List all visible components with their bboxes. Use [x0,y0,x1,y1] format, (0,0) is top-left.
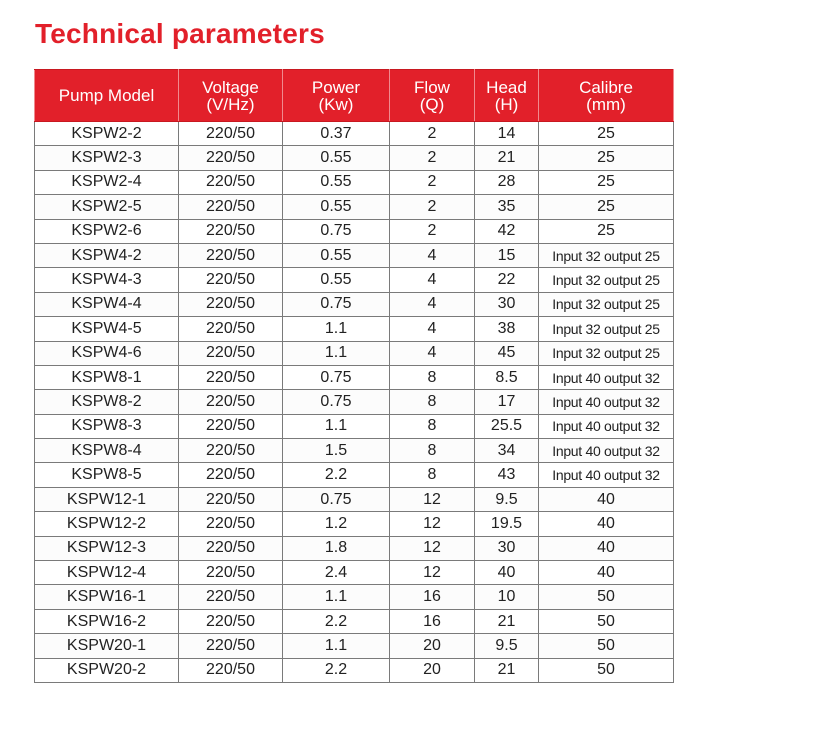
table-row [35,292,674,316]
table-row [35,609,674,633]
cell-calibre: 50 [539,658,674,682]
cell-flow: 2 [390,146,475,170]
cell-power: 1.2 [283,512,390,536]
table-row [35,170,674,194]
cell-head: 45 [475,341,539,365]
cell-power: 2.2 [283,658,390,682]
cell-voltage: 220/50 [179,609,283,633]
cell-calibre: Input 40 output 32 [539,463,674,487]
cell-head: 25.5 [475,414,539,438]
cell-flow: 20 [390,634,475,658]
cell-flow: 8 [390,439,475,463]
cell-calibre: 40 [539,561,674,585]
cell-power: 1.1 [283,634,390,658]
cell-pump-model: KSPW12-1 [35,487,179,511]
table-row [35,365,674,389]
cell-calibre: Input 40 output 32 [539,365,674,389]
cell-power: 1.1 [283,585,390,609]
cell-head: 19.5 [475,512,539,536]
cell-voltage: 220/50 [179,170,283,194]
cell-voltage: 220/50 [179,146,283,170]
cell-head: 28 [475,170,539,194]
cell-pump-model: KSPW2-2 [35,122,179,146]
cell-flow: 2 [390,170,475,194]
header-unit: (mm) [586,94,626,114]
cell-power: 2.2 [283,609,390,633]
cell-flow: 4 [390,317,475,341]
cell-flow: 2 [390,219,475,243]
cell-power: 0.55 [283,146,390,170]
cell-pump-model: KSPW8-4 [35,439,179,463]
cell-pump-model: KSPW8-3 [35,414,179,438]
table-row [35,463,674,487]
cell-voltage: 220/50 [179,463,283,487]
cell-flow: 4 [390,243,475,267]
table-row [35,317,674,341]
cell-pump-model: KSPW4-2 [35,243,179,267]
header-calibre [539,70,674,122]
cell-voltage: 220/50 [179,195,283,219]
cell-pump-model: KSPW8-2 [35,390,179,414]
cell-pump-model: KSPW4-5 [35,317,179,341]
cell-power: 2.2 [283,463,390,487]
cell-flow: 16 [390,585,475,609]
cell-calibre: 25 [539,219,674,243]
table-row [35,122,674,146]
cell-calibre: 25 [539,146,674,170]
cell-head: 9.5 [475,634,539,658]
table-row [35,439,674,463]
cell-voltage: 220/50 [179,634,283,658]
cell-head: 15 [475,243,539,267]
table-row [35,219,674,243]
header-label: Voltage [202,77,259,97]
cell-pump-model: KSPW12-4 [35,561,179,585]
cell-head: 14 [475,122,539,146]
header-voltage [179,70,283,122]
header-label: Flow [414,77,450,97]
cell-flow: 8 [390,390,475,414]
cell-head: 21 [475,146,539,170]
cell-power: 0.75 [283,390,390,414]
cell-flow: 8 [390,365,475,389]
cell-flow: 16 [390,609,475,633]
cell-calibre: 50 [539,634,674,658]
technical-parameters-table [34,69,674,683]
cell-pump-model: KSPW12-3 [35,536,179,560]
header-pump-model [35,70,179,122]
cell-head: 21 [475,609,539,633]
cell-power: 0.55 [283,170,390,194]
cell-voltage: 220/50 [179,243,283,267]
cell-voltage: 220/50 [179,585,283,609]
cell-calibre: Input 32 output 25 [539,317,674,341]
cell-voltage: 220/50 [179,487,283,511]
cell-head: 10 [475,585,539,609]
cell-power: 0.37 [283,122,390,146]
cell-voltage: 220/50 [179,122,283,146]
cell-flow: 2 [390,122,475,146]
cell-power: 0.55 [283,195,390,219]
cell-head: 21 [475,658,539,682]
table-row [35,658,674,682]
table-row [35,195,674,219]
cell-power: 0.75 [283,487,390,511]
header-row [35,70,674,122]
cell-flow: 12 [390,487,475,511]
cell-power: 1.1 [283,317,390,341]
cell-calibre: 25 [539,195,674,219]
cell-power: 0.75 [283,365,390,389]
cell-head: 8.5 [475,365,539,389]
table-row [35,146,674,170]
cell-voltage: 220/50 [179,561,283,585]
cell-pump-model: KSPW2-3 [35,146,179,170]
cell-calibre: Input 32 output 25 [539,243,674,267]
cell-voltage: 220/50 [179,365,283,389]
table-row [35,414,674,438]
cell-head: 40 [475,561,539,585]
cell-voltage: 220/50 [179,219,283,243]
header-label: Head [486,77,527,97]
cell-head: 30 [475,292,539,316]
cell-head: 38 [475,317,539,341]
header-unit: (V/Hz) [206,94,255,114]
cell-voltage: 220/50 [179,268,283,292]
page-title: Technical parameters [35,18,325,49]
cell-head: 9.5 [475,487,539,511]
cell-power: 1.8 [283,536,390,560]
cell-head: 17 [475,390,539,414]
cell-calibre: 50 [539,585,674,609]
cell-pump-model: KSPW2-4 [35,170,179,194]
table-row [35,585,674,609]
cell-calibre: Input 32 output 25 [539,292,674,316]
table-row [35,390,674,414]
cell-power: 0.55 [283,243,390,267]
header-label: Calibre [579,77,633,97]
table-row [35,536,674,560]
header-label: Power [311,77,361,97]
table-row [35,634,674,658]
table-row [35,341,674,365]
cell-calibre: Input 40 output 32 [539,390,674,414]
table-body [35,122,674,683]
cell-power: 0.75 [283,292,390,316]
cell-pump-model: KSPW4-3 [35,268,179,292]
cell-flow: 12 [390,536,475,560]
cell-flow: 20 [390,658,475,682]
cell-pump-model: KSPW16-1 [35,585,179,609]
cell-voltage: 220/50 [179,390,283,414]
cell-calibre: 25 [539,122,674,146]
cell-pump-model: KSPW16-2 [35,609,179,633]
cell-flow: 2 [390,195,475,219]
table-row [35,487,674,511]
cell-calibre: 40 [539,512,674,536]
cell-flow: 4 [390,292,475,316]
cell-head: 35 [475,195,539,219]
cell-pump-model: KSPW8-1 [35,365,179,389]
cell-flow: 4 [390,341,475,365]
cell-flow: 8 [390,414,475,438]
cell-head: 30 [475,536,539,560]
table-row [35,243,674,267]
cell-pump-model: KSPW4-6 [35,341,179,365]
cell-power: 1.5 [283,439,390,463]
cell-voltage: 220/50 [179,317,283,341]
table-header [35,70,674,122]
cell-pump-model: KSPW8-5 [35,463,179,487]
cell-head: 42 [475,219,539,243]
cell-calibre: 50 [539,609,674,633]
header-power [283,70,390,122]
cell-power: 0.75 [283,219,390,243]
table-row [35,512,674,536]
header-flow [390,70,475,122]
cell-flow: 4 [390,268,475,292]
cell-voltage: 220/50 [179,341,283,365]
header-unit: (Kw) [318,94,354,114]
cell-calibre: 40 [539,536,674,560]
header-head [475,70,539,122]
cell-voltage: 220/50 [179,658,283,682]
table-row [35,561,674,585]
cell-calibre: Input 40 output 32 [539,439,674,463]
cell-pump-model: KSPW20-2 [35,658,179,682]
cell-flow: 8 [390,463,475,487]
cell-voltage: 220/50 [179,292,283,316]
cell-pump-model: KSPW4-4 [35,292,179,316]
header-unit: (Q) [419,94,445,114]
cell-voltage: 220/50 [179,439,283,463]
cell-head: 22 [475,268,539,292]
cell-pump-model: KSPW2-5 [35,195,179,219]
cell-calibre: Input 32 output 25 [539,268,674,292]
cell-calibre: 40 [539,487,674,511]
cell-head: 34 [475,439,539,463]
cell-pump-model: KSPW12-2 [35,512,179,536]
header-unit: (H) [494,94,519,114]
cell-voltage: 220/50 [179,512,283,536]
cell-power: 0.55 [283,268,390,292]
cell-power: 1.1 [283,341,390,365]
cell-voltage: 220/50 [179,414,283,438]
cell-pump-model: KSPW2-6 [35,219,179,243]
cell-pump-model: KSPW20-1 [35,634,179,658]
cell-calibre: Input 32 output 25 [539,341,674,365]
cell-calibre: 25 [539,170,674,194]
header-label: Pump Model [58,86,155,105]
cell-calibre: Input 40 output 32 [539,414,674,438]
cell-power: 1.1 [283,414,390,438]
cell-flow: 12 [390,512,475,536]
cell-power: 2.4 [283,561,390,585]
cell-head: 43 [475,463,539,487]
cell-flow: 12 [390,561,475,585]
cell-voltage: 220/50 [179,536,283,560]
table-row [35,268,674,292]
